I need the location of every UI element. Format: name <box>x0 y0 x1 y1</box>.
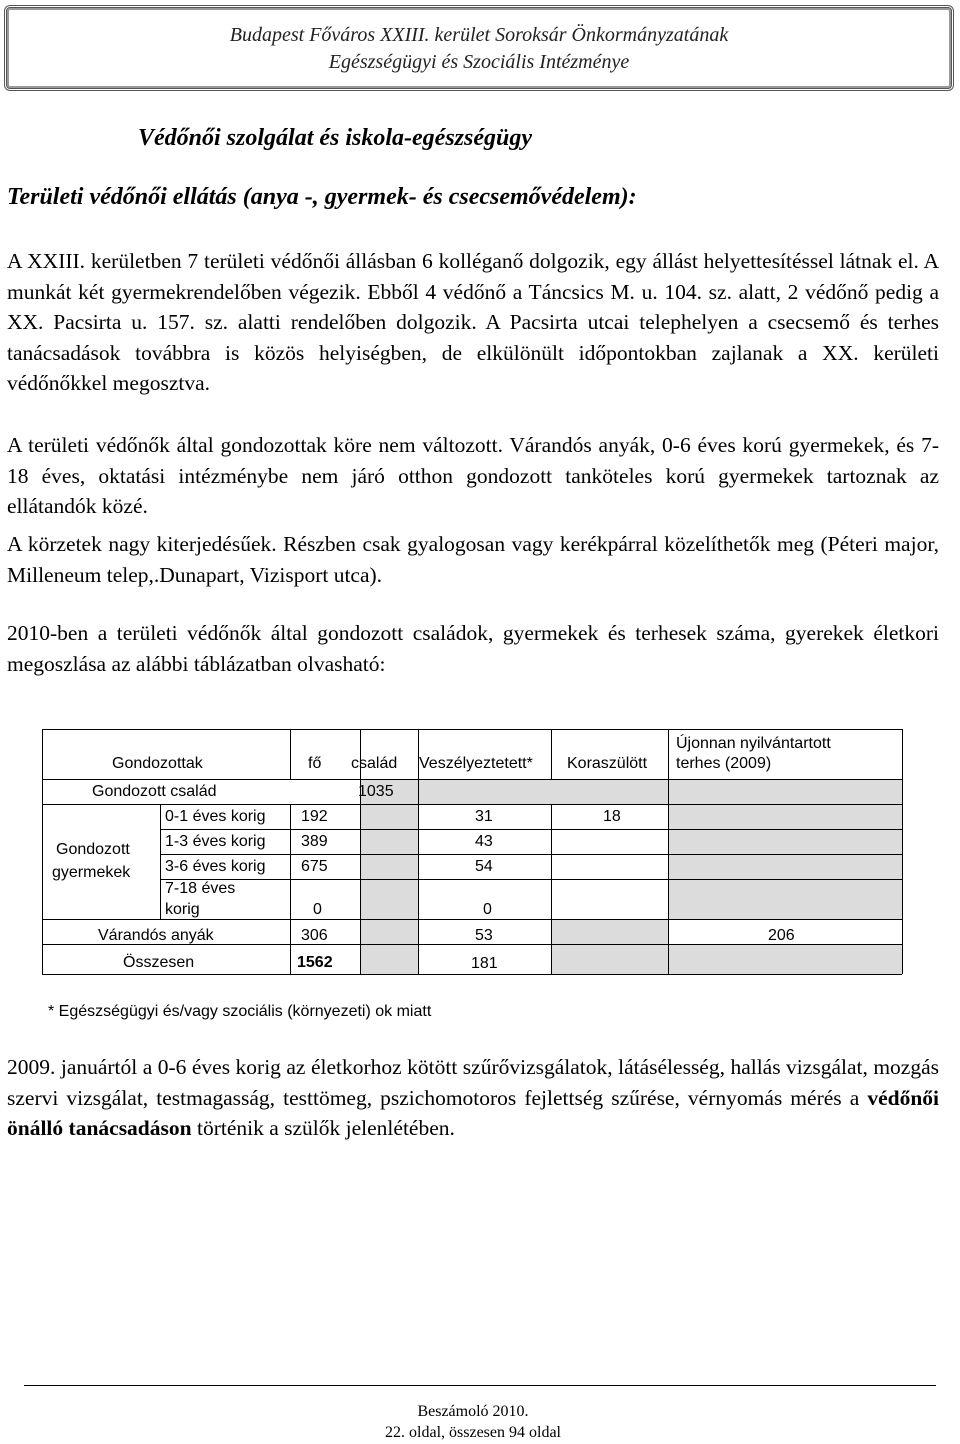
border <box>551 804 552 974</box>
row-veszelyeztetett: 0 <box>483 901 492 918</box>
shade-csalad-3 <box>360 919 418 944</box>
border <box>42 919 902 920</box>
row-varandos-fo: 306 <box>301 927 328 944</box>
col-header-gondozottak: Gondozottak <box>112 755 203 772</box>
border <box>42 729 43 974</box>
row-label: 1-3 éves korig <box>165 833 266 850</box>
border <box>290 804 291 974</box>
row-label: 7-18 éves <box>165 880 236 897</box>
border <box>160 854 902 855</box>
header-line-1: Budapest Főváros XXIII. kerület Soroksár Önkormányzatának <box>229 24 729 46</box>
table-footnote: * Egészségügyi és/vagy szociális (környezeti) ok miatt <box>48 1003 432 1020</box>
border <box>42 729 668 730</box>
row-gondozott-csalad-value: 1035 <box>358 783 394 800</box>
shade-right-top <box>668 779 902 804</box>
col-header-veszelyeztetett: Veszélyeztetett* <box>419 755 533 772</box>
row-fo: 0 <box>313 901 322 918</box>
border <box>42 779 902 780</box>
border <box>290 729 291 779</box>
row-fo: 192 <box>301 808 328 825</box>
border <box>668 729 902 730</box>
row-label: 0-1 éves korig <box>165 808 266 825</box>
group-label-gyermekek: gyermekek <box>52 864 131 881</box>
row-veszelyeztetett: 43 <box>475 833 493 850</box>
row-varandos-label: Várandós anyák <box>98 927 214 944</box>
col-header-csalad: család <box>351 755 398 772</box>
paragraph-5-text: 2009. januártól a 0-6 éves korig az életkorhoz kötött szűrővizsgálatok, látásélesség, hallás vizsgálat, mozgás szervi vizsgálat, testmagasság, testtömeg, pszichomotoros fejlettség szűrése, vérnyomás mérés a <box>7 1055 939 1110</box>
shade-csalad-2 <box>360 879 418 919</box>
row-osszesen-label: Összesen <box>123 954 195 971</box>
paragraph-2: A területi védőnők által gondozottak köre nem változott. Várandós anyák, 0-6 éves korú gyermekek, és 7-18 éves, oktatási intézménybe nem járó otthon gondozott tanköteles korú gyermekek tartoznak az ellátandók közé. <box>7 433 939 519</box>
border <box>551 729 552 779</box>
footer-page: 22. oldal, összesen 94 oldal <box>385 1424 561 1441</box>
footer-rule <box>24 1385 936 1386</box>
border <box>42 804 902 805</box>
border <box>160 879 902 880</box>
row-osszesen-veszelyeztetett: 181 <box>471 955 498 972</box>
col-header-koraszulott: Koraszülött <box>567 755 648 772</box>
row-fo: 675 <box>301 858 328 875</box>
border <box>668 729 669 974</box>
row-varandos-ujonnan: 206 <box>768 927 795 944</box>
institution-header <box>4 5 954 91</box>
shade-row2 <box>418 779 668 804</box>
col-header-ujonnan: Újonnan nyilvántartott <box>676 735 831 752</box>
paragraph-5-bold: védőnői önálló tanácsadáson <box>7 1085 939 1141</box>
shade-right <box>668 804 902 879</box>
section-title: Védőnői szolgálat és iskola-egészségügy <box>138 125 532 151</box>
border <box>42 974 902 975</box>
paragraph-1: A XXIII. kerületben 7 területi védőnői állásban 6 kolléganő dolgozik, egy állást helyettesítéssel látnak el. A munkát két gyermekrendelőben végezik. Ebből 4 védőnő a Táncsics M. u. 104. sz. alatt, 2 védőnő pedig a XX. Pacsirta u. 157. sz. alatti rendelőben dolgozik. A Pacsirta utcai telephelyen a csecsemő és terhes tanácsadások továbbra is közös helyiségben, de elkülönült időpontokban zajlanak a XX. kerületi védőnőkkel megosztva. <box>7 249 939 396</box>
group-label-gondozott: Gondozott <box>56 841 130 858</box>
row-label: korig <box>165 901 200 918</box>
row-fo: 389 <box>301 833 328 850</box>
row-osszesen-fo: 1562 <box>297 954 333 971</box>
border <box>160 804 161 919</box>
col-header-fo: fő <box>308 755 322 772</box>
row-veszelyeztetett: 54 <box>475 858 493 875</box>
footer-report: Beszámoló 2010. <box>417 1403 529 1420</box>
row-gondozott-csalad-label: Gondozott család <box>92 783 217 800</box>
paragraph-4: 2010-ben a területi védőnők által gondozott családok, gyermekek és terhesek száma, gyerekek életkori megoszlása az alábbi táblázatban olvasható: <box>7 621 939 676</box>
border <box>902 729 903 974</box>
border <box>160 829 902 830</box>
row-koraszulott: 18 <box>603 808 621 825</box>
shade-right-4 <box>551 944 902 974</box>
subtitle: Területi védőnői ellátás (anya -, gyermek- és csecsemővédelem): <box>7 184 637 210</box>
paragraph-3: A körzetek nagy kiterjedésűek. Részben csak gyalogosan vagy kerékpárral közelíthetők meg (Péteri major, Milleneum telep,.Dunapart, Vizisport utca). <box>7 532 939 587</box>
shade-kora-3 <box>551 919 668 944</box>
col-header-terhes: terhes (2009) <box>676 755 772 772</box>
paragraph-5 <box>7 1052 939 1144</box>
header-line-2: Egészségügyi és Szociális Intézménye <box>328 51 630 73</box>
row-label: 3-6 éves korig <box>165 858 266 875</box>
paragraph-5-end: történik a szülők jelenlétében. <box>191 1116 455 1141</box>
shade-right-2 <box>668 879 902 919</box>
shade-csalad-4 <box>360 944 418 974</box>
row-varandos-veszelyeztetett: 53 <box>475 927 493 944</box>
row-veszelyeztetett: 31 <box>475 808 493 825</box>
